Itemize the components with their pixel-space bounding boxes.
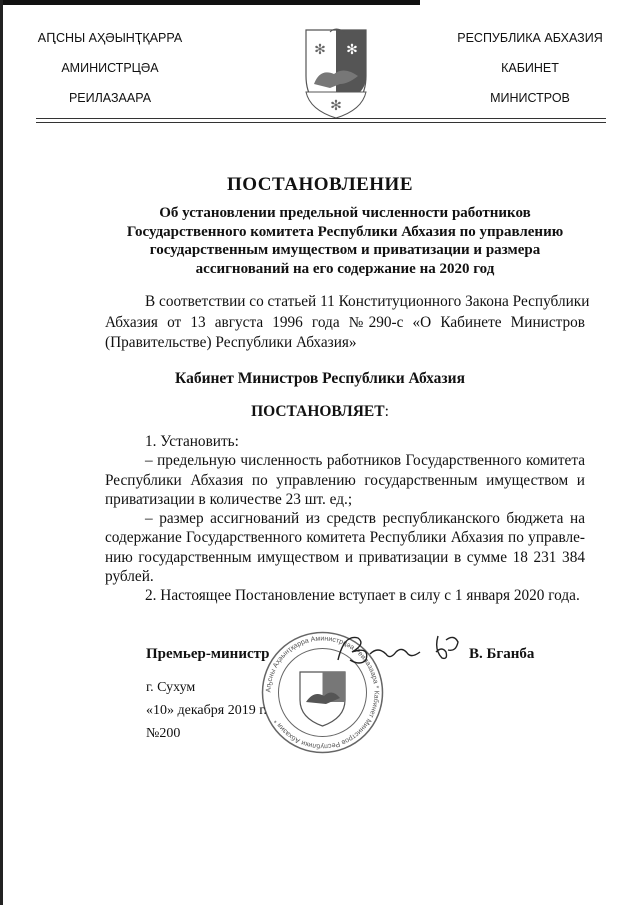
preamble-line: В соответствии со статьей 11 Конституционного Закона Республики bbox=[145, 293, 590, 310]
signature-scribble bbox=[330, 630, 470, 670]
authority: Кабинет Министров Республики Абхазия bbox=[175, 370, 465, 387]
header-right-line: МИНИСТРОВ bbox=[490, 91, 570, 105]
svg-text:✻: ✻ bbox=[314, 43, 326, 58]
body-line: – размер ассигнований из средств республиканского бюджета на bbox=[145, 510, 585, 528]
preamble bbox=[105, 292, 590, 354]
resolves-colon: : bbox=[384, 403, 389, 420]
subtitle-line: Об установлении предельной численности работников bbox=[159, 205, 531, 221]
header-right-line: КАБИНЕТ bbox=[501, 61, 559, 75]
issue-city: г. Сухум bbox=[146, 680, 196, 695]
header-right-russian bbox=[430, 28, 630, 118]
resolves-heading bbox=[0, 403, 640, 421]
svg-text:Аҧсны Аҳәынҭқарра Аминистрцәа: Аҧсны Аҳәынҭқарра Аминистрцәа Реилазаара * Кабинет Министров Республики Абхазия * bbox=[265, 635, 380, 750]
body-line: Республики Абхазия по управлению государственным имуществом и bbox=[105, 471, 585, 489]
preamble-line: Абхазия от 13 августа 1996 года №290-с «О Кабинете Министров bbox=[105, 313, 585, 331]
body-line: 1. Установить: bbox=[145, 433, 239, 450]
signatory-position: Премьер-министр bbox=[146, 646, 270, 662]
header-left-line: АМИНИСТРЦӘА bbox=[61, 61, 159, 75]
document-number: №200 bbox=[146, 726, 181, 741]
body-line: – предельную численность работников Государственного комитета bbox=[145, 452, 585, 470]
document-subtitle bbox=[110, 204, 580, 278]
header-left-abkhaz bbox=[10, 28, 210, 118]
header-left-line: АԤСНЫ АҲӘЫНҬҚАРРА bbox=[37, 31, 183, 45]
svg-text:✻: ✻ bbox=[330, 99, 342, 114]
body-line: 2. Настоящее Постановление вступает в силу с 1 января 2020 года. bbox=[145, 587, 580, 605]
svg-text:✻: ✻ bbox=[346, 43, 358, 58]
header-left-line: РЕИЛАЗААРА bbox=[68, 91, 152, 105]
scan-border-top bbox=[0, 0, 420, 5]
body-line: нию государственным имуществом и приватизации в сумме 18 231 384 bbox=[105, 548, 585, 566]
scan-border-left bbox=[0, 0, 3, 905]
header-right-line: РЕСПУБЛИКА АБХАЗИЯ bbox=[457, 31, 603, 45]
body-line: рублей. bbox=[105, 568, 154, 586]
resolution-body bbox=[105, 432, 585, 606]
coat-of-arms-emblem bbox=[300, 26, 372, 120]
signatory-name: В. Бганба bbox=[469, 646, 535, 662]
subtitle-line: Государственного комитета Республики Абхазия по управлению bbox=[126, 223, 564, 240]
body-line: содержание Государственного комитета Республики Абхазия по управле- bbox=[105, 529, 585, 547]
document-title: ПОСТАНОВЛЕНИЕ bbox=[226, 174, 414, 195]
header-divider bbox=[36, 118, 606, 119]
issue-date: «10» декабря 2019 г. bbox=[146, 703, 267, 718]
preamble-line: (Правительстве) Республики Абхазия» bbox=[105, 334, 357, 351]
subtitle-line: государственным имуществом и приватизации и размера bbox=[149, 242, 541, 258]
body-line: приватизации в количестве 23 шт. ед.; bbox=[105, 490, 353, 508]
header-divider bbox=[36, 122, 606, 123]
resolves-word: ПОСТАНОВЛЯЕТ bbox=[251, 403, 385, 420]
subtitle-line: ассигнований на его содержание на 2020 год bbox=[195, 260, 495, 277]
